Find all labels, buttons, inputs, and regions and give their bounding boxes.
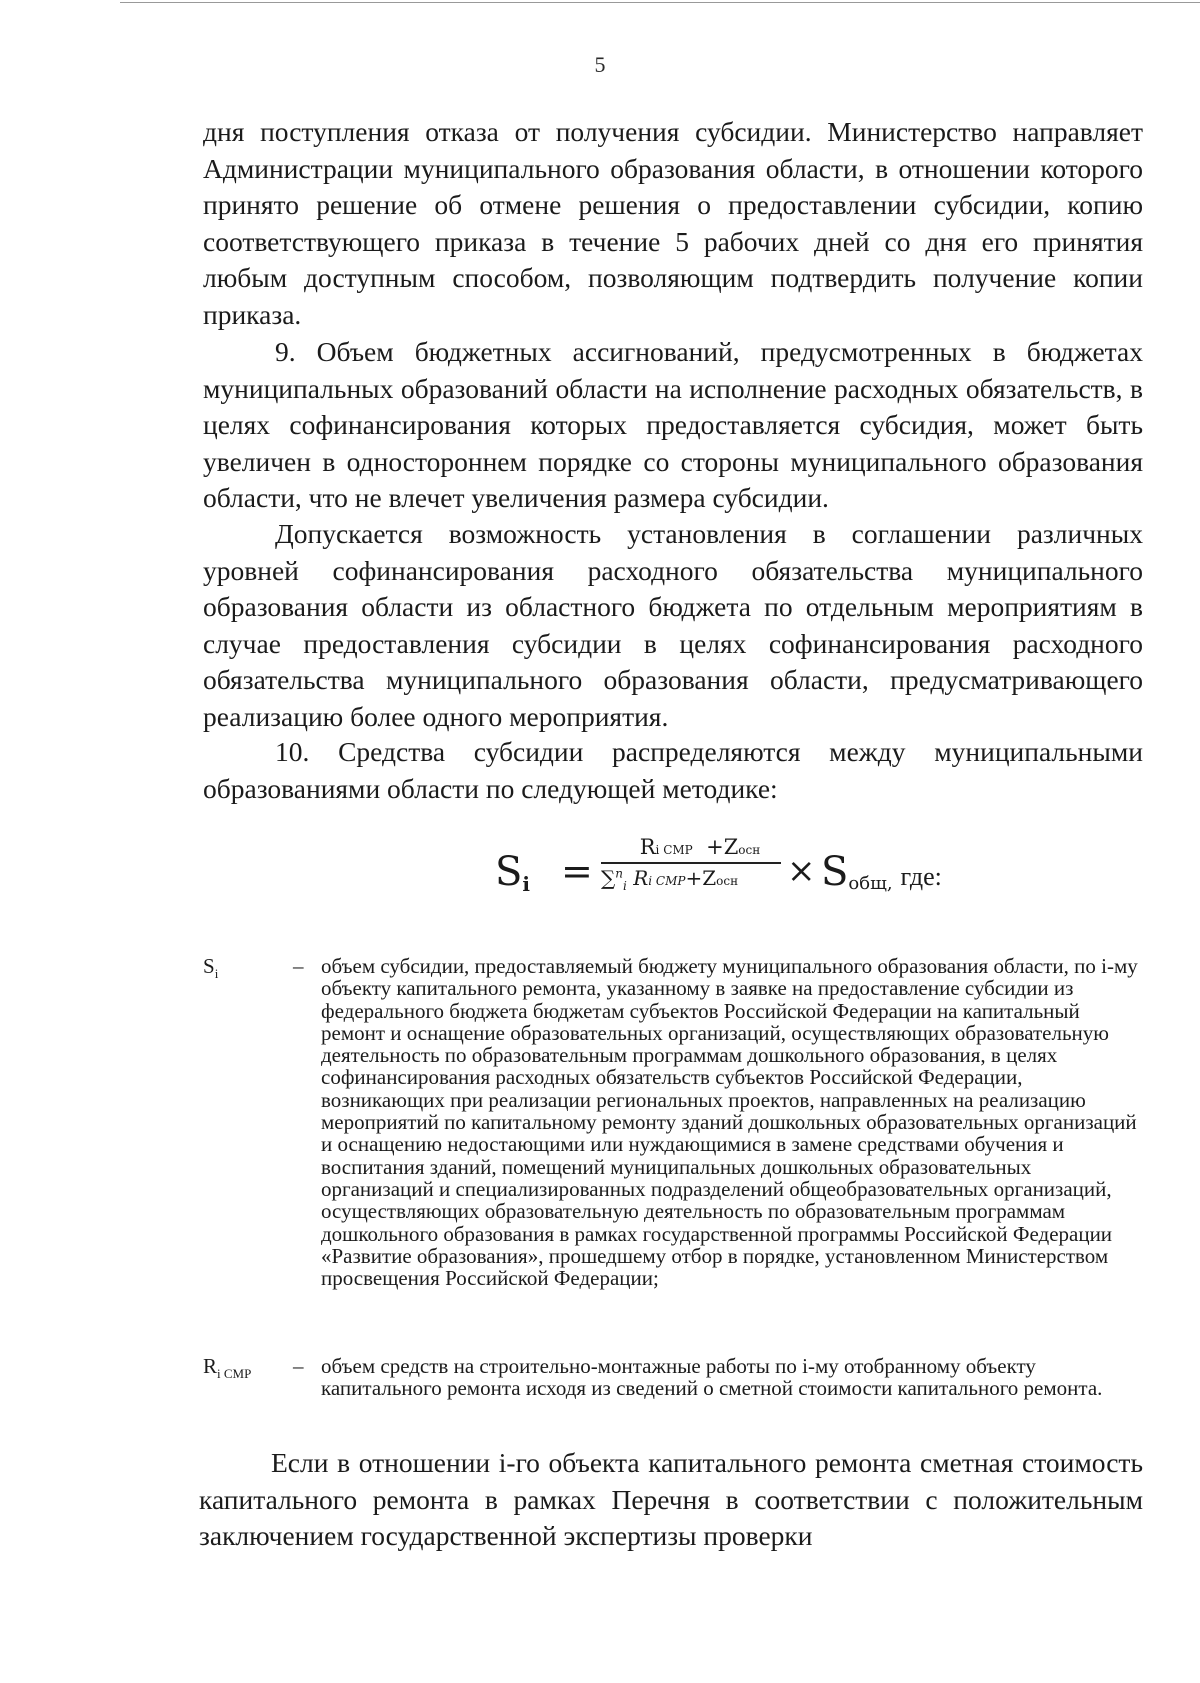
paragraph-refusal-notice: дня поступления отказа от получения субсидии. Министерство направляет Администрации муниципального образования области, в отношении которого принято решение об отмене решения о предоставлении субсидии, копию соответствующего приказа в течение 5 рабочих дней со дня его принятия любым доступным способом, позволяющим подтвердить получение копии приказа. <box>203 116 1143 330</box>
paragraph-cofinancing-levels: Допускается возможность установления в соглашении различных уровней софинансирования расходного обязательства муниципального образования области из областного бюджета по отдельным мероприятиям в случае предоставления субсидии в целях софинансирования расходного обязательства муниципального образования области, предусматривающего реализацию более одного мероприятия. <box>203 518 1143 732</box>
paragraph-cost-estimate: Если в отношении i-го объекта капитального ремонта сметная стоимость капитального ремонта в рамках Перечня в соответствии с положительным заключением государственной экспертизы проверки <box>199 1447 1143 1551</box>
formula-lhs: $S_i$ <box>495 849 531 896</box>
formula-numerator: Ri СМР +Zосн <box>639 835 761 859</box>
page-number: 5 <box>594 52 606 77</box>
formula-denominator: ∑$^n_i$ Ri СМР+Zосн <box>601 865 739 893</box>
paragraph-item-10: 10. Средства субсидии распределяются между муниципальными образованиями области по следующей методике: <box>203 736 1143 804</box>
paragraph-item-9: 9. Объем бюджетных ассигнований, предусмотренных в бюджетах муниципальных образований области на исполнение расходных обязательств, в целях софинансирования которых предоставляется субсидия, может быть увеличен в одностороннем порядке со стороны муниципального образования области, что не влечет увеличения размера субсидии. <box>203 336 1143 513</box>
definition-term: $S_i$ <box>203 954 219 982</box>
definition-text: объем средств на строительно-монтажные работы по i-му отобранному объекту капитального ремонта исходя из сведений о сметной стоимости капитального ремонта. <box>321 1354 1103 1401</box>
formula-fraction <box>601 835 781 893</box>
formula-times: × <box>787 851 816 891</box>
definition-term: $R_{i СМР}$ <box>203 1354 252 1382</box>
scan-edge-line <box>120 2 1200 3</box>
definition-dash: – <box>293 1354 304 1378</box>
fraction-bar <box>601 862 781 864</box>
definition-text: объем субсидии, предоставляемый бюджету муниципального образования области, по i-му объекту капитального ремонта, указанному в заявке на предоставление субсидии из федерального бюджета бюджетам субъектов Российской Федерации на капитальный ремонт и оснащение образовательных организаций, осуществляющих образовательную деятельность по образовательным программам дошкольного образования, в целях софинансирования расходных обязательств субъектов Российской Федерации, возникающих при реализации региональных проектов, направленных на реализацию мероприятий по капитальному ремонту зданий дошкольных образовательных организаций и оснащению недостающими или нуждающимися в замене средствами обучения и воспитания зданий, помещений муниципальных дошкольных образовательных организаций и специализированных подразделений общеобразовательных организаций, осуществляющих образовательную деятельность по образовательным программам дошкольного образования в рамках государственной программы Российской Федерации «Развитие образования», прошедшему отбор в порядке, установленном Министерством просвещения Российской Федерации; <box>321 954 1138 1291</box>
definition-dash: – <box>293 954 304 978</box>
formula-equals: = <box>561 849 593 893</box>
formula-total: $S_{общ,}$ где: <box>821 849 942 895</box>
